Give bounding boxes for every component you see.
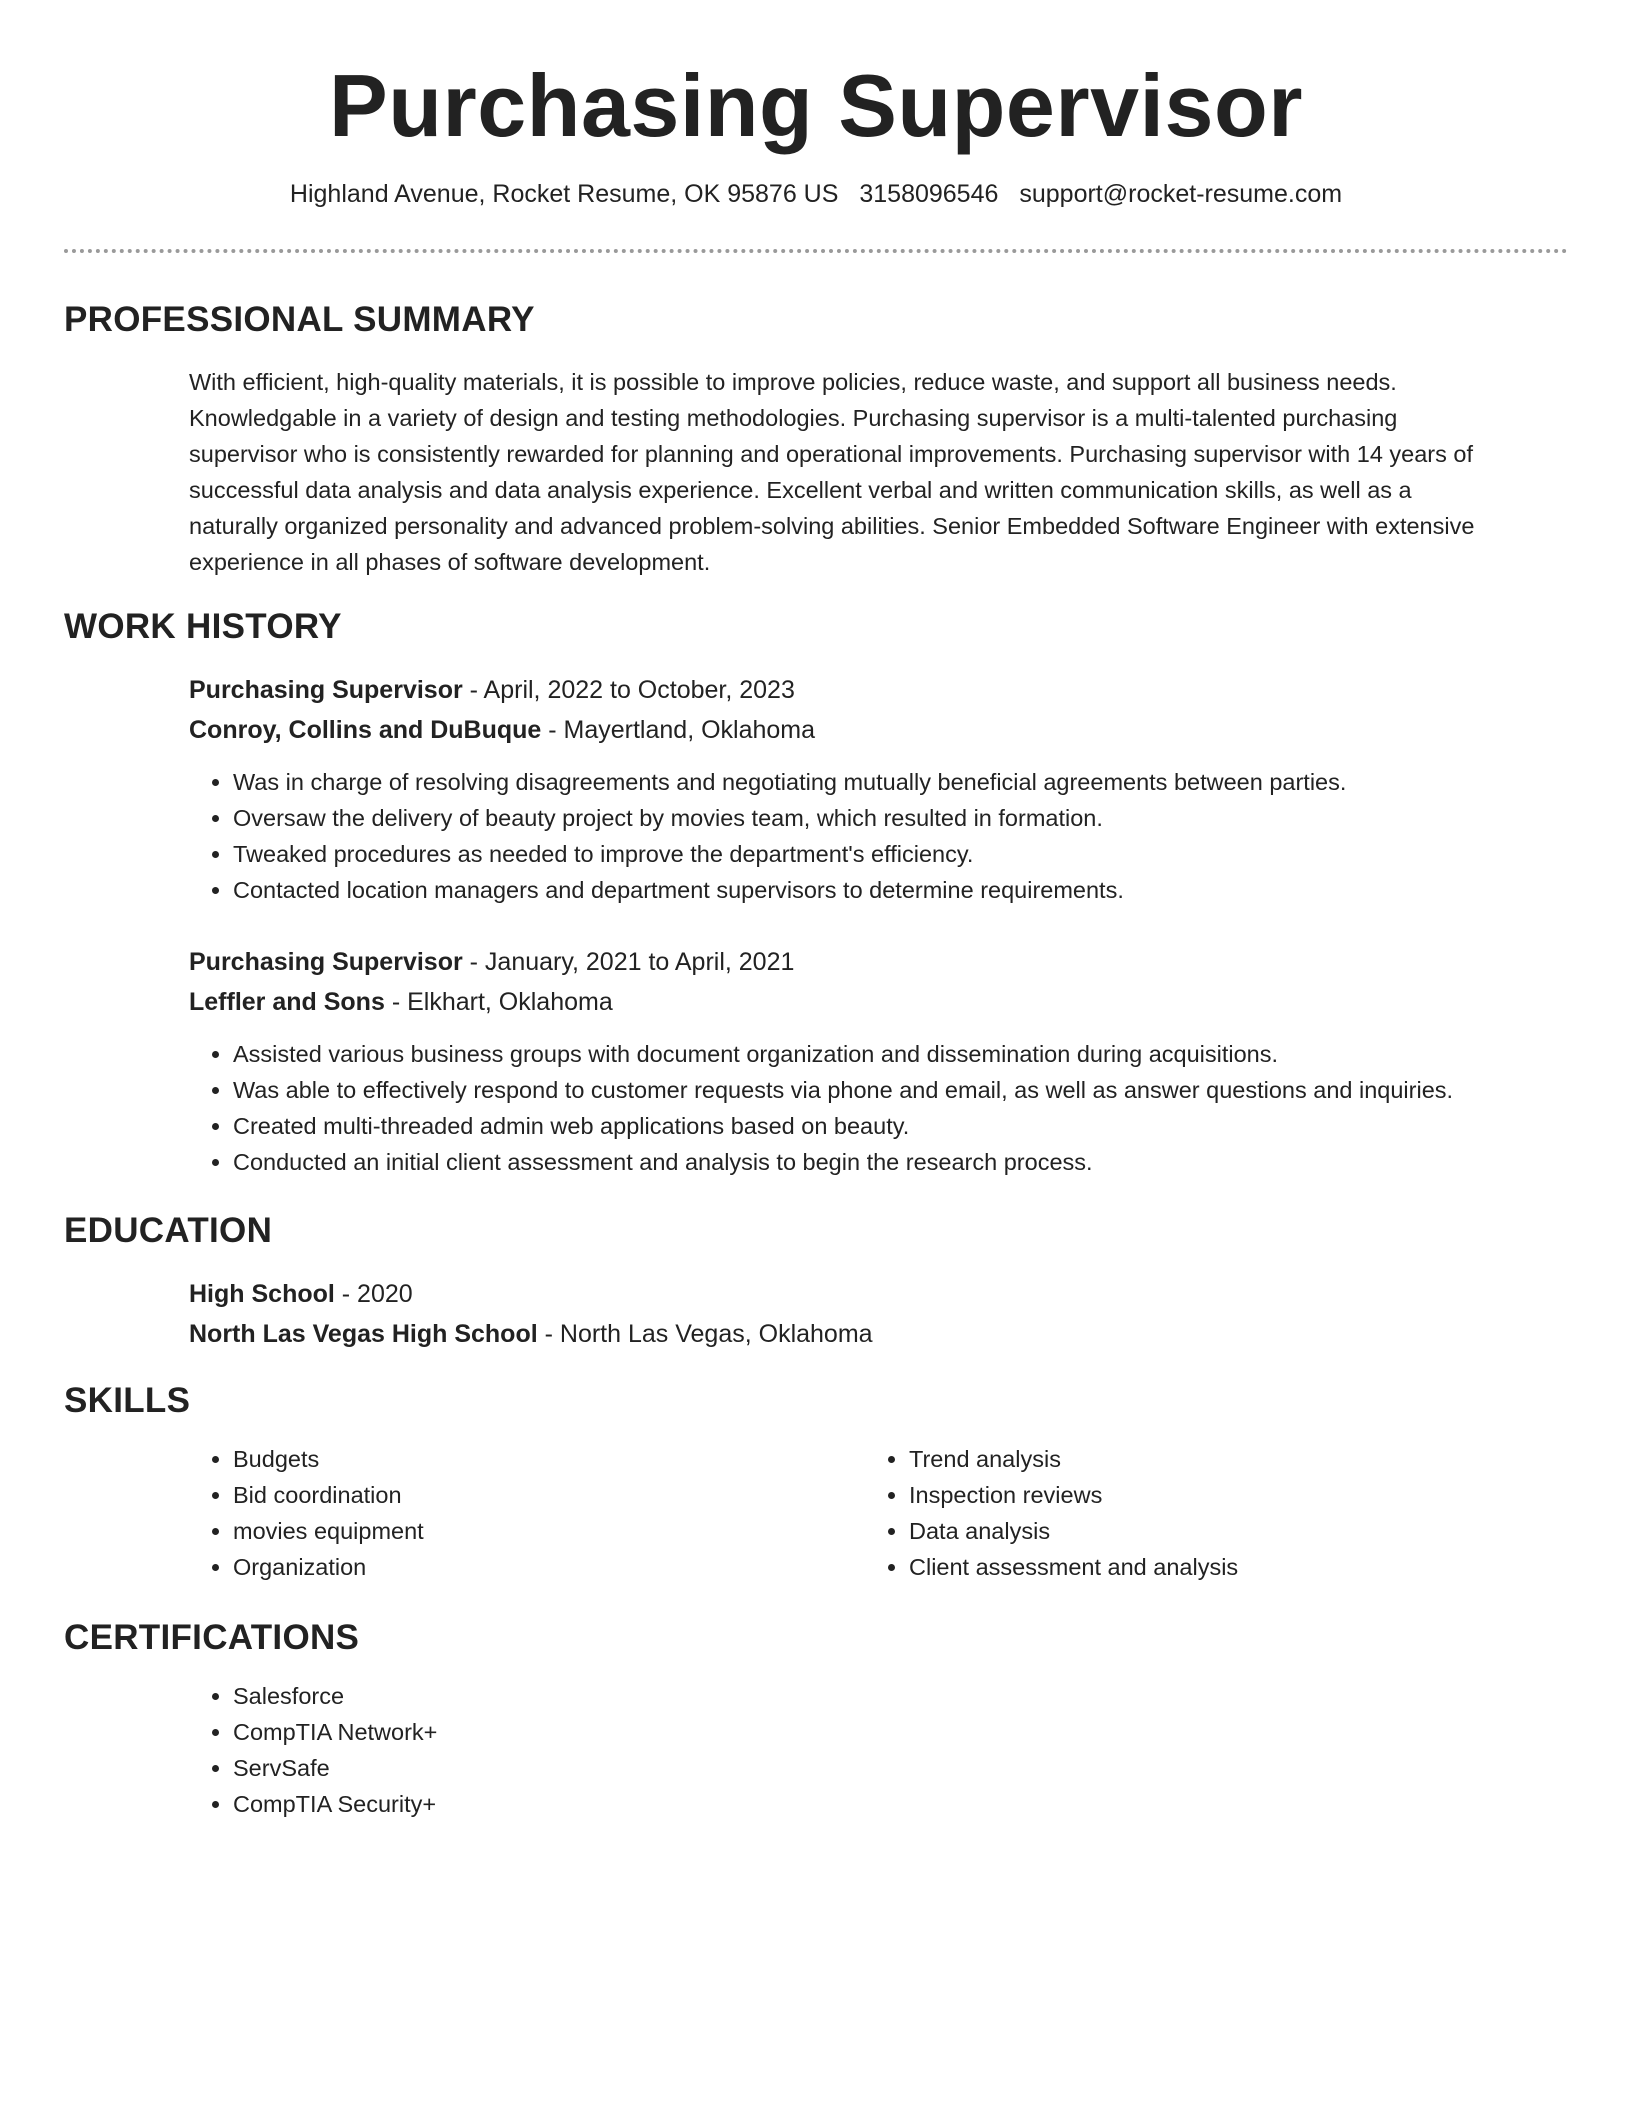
summary-line: experience in all phases of software development. bbox=[189, 549, 711, 575]
contact-phone: 3158096546 bbox=[859, 180, 999, 208]
education-location: - North Las Vegas, Oklahoma bbox=[537, 1320, 873, 1348]
skills-list bbox=[865, 1441, 1485, 1585]
job-bullets bbox=[189, 764, 1569, 908]
certifications-heading: CERTIFICATIONS bbox=[64, 1618, 360, 1657]
job-company-line bbox=[189, 982, 1569, 1022]
contact-address: Highland Avenue, Rocket Resume, OK 95876 US bbox=[289, 180, 839, 208]
education-year: - 2020 bbox=[334, 1280, 413, 1308]
certification-item: • ServSafe bbox=[233, 1750, 1569, 1786]
certifications-body bbox=[189, 1678, 1569, 1822]
skills-list bbox=[189, 1441, 809, 1585]
job-title-line bbox=[189, 942, 1569, 982]
job-entry bbox=[189, 670, 1569, 908]
resume-name: Purchasing Supervisor bbox=[329, 56, 1303, 155]
education-degree: High School bbox=[189, 1280, 335, 1308]
contact-email: support@rocket-resume.com bbox=[1019, 180, 1343, 208]
job-company: Conroy, Collins and DuBuque bbox=[189, 716, 542, 744]
job-company: Leffler and Sons bbox=[189, 988, 385, 1016]
job-role: Purchasing Supervisor bbox=[189, 948, 463, 976]
job-role: Purchasing Supervisor bbox=[189, 676, 463, 704]
skill-item: • Inspection reviews bbox=[909, 1477, 1485, 1513]
job-bullet: • Was in charge of resolving disagreements and negotiating mutually beneficial agreements between parties. bbox=[233, 764, 1569, 800]
skill-item: • movies equipment bbox=[233, 1513, 809, 1549]
summary-line: supervisor who is consistently rewarded for planning and operational improvements. Purchasing supervisor with 14 years of bbox=[189, 441, 1474, 467]
certifications-list bbox=[189, 1678, 1569, 1822]
skills-left-column bbox=[189, 1441, 809, 1585]
skill-item: • Trend analysis bbox=[909, 1441, 1485, 1477]
summary-line: With efficient, high-quality materials, it is possible to improve policies, reduce waste, and support all business needs. bbox=[189, 369, 1397, 395]
summary-heading: PROFESSIONAL SUMMARY bbox=[64, 300, 535, 339]
contact-line bbox=[0, 178, 1632, 210]
summary-text bbox=[189, 364, 1569, 580]
job-entry bbox=[189, 942, 1569, 1180]
job-title-line bbox=[189, 670, 1569, 710]
work-history-heading: WORK HISTORY bbox=[64, 607, 342, 646]
job-location: - Mayertland, Oklahoma bbox=[541, 716, 816, 744]
education-entry bbox=[189, 1274, 1569, 1354]
certification-item: • CompTIA Network+ bbox=[233, 1714, 1569, 1750]
job-bullet: • Contacted location managers and department supervisors to determine requirements. bbox=[233, 872, 1569, 908]
education-degree-line bbox=[189, 1274, 1569, 1314]
skills-right-column bbox=[865, 1441, 1485, 1585]
job-dates: - April, 2022 to October, 2023 bbox=[462, 676, 795, 704]
summary-body bbox=[189, 364, 1569, 580]
summary-line: naturally organized personality and advanced problem-solving abilities. Senior Embedded Software Engineer with extensive bbox=[189, 513, 1475, 539]
job-bullets bbox=[189, 1036, 1569, 1180]
skill-item: • Bid coordination bbox=[233, 1477, 809, 1513]
job-bullet: • Tweaked procedures as needed to improve the department's efficiency. bbox=[233, 836, 1569, 872]
certification-item: • Salesforce bbox=[233, 1678, 1569, 1714]
job-location: - Elkhart, Oklahoma bbox=[384, 988, 613, 1016]
skill-item: • Client assessment and analysis bbox=[909, 1549, 1485, 1585]
education-school: North Las Vegas High School bbox=[189, 1320, 538, 1348]
header-divider bbox=[64, 249, 1568, 253]
summary-line: Knowledgable in a variety of design and testing methodologies. Purchasing supervisor is a multi-talented purchasing bbox=[189, 405, 1398, 431]
certification-item: • CompTIA Security+ bbox=[233, 1786, 1569, 1822]
skills-heading: SKILLS bbox=[64, 1381, 191, 1420]
job-bullet: • Assisted various business groups with document organization and dissemination during acquisitions. bbox=[233, 1036, 1569, 1072]
job-bullet: • Oversaw the delivery of beauty project by movies team, which resulted in formation. bbox=[233, 800, 1569, 836]
education-heading: EDUCATION bbox=[64, 1211, 273, 1250]
job-company-line bbox=[189, 710, 1569, 750]
education-school-line bbox=[189, 1314, 1569, 1354]
summary-line: successful data analysis and data analysis experience. Excellent verbal and written communication skills, as well as a bbox=[189, 477, 1412, 503]
job-bullet: • Conducted an initial client assessment and analysis to begin the research process. bbox=[233, 1144, 1569, 1180]
job-dates: - January, 2021 to April, 2021 bbox=[462, 948, 795, 976]
job-bullet: • Was able to effectively respond to customer requests via phone and email, as well as answer questions and inquiries. bbox=[233, 1072, 1569, 1108]
job-bullet: • Created multi-threaded admin web applications based on beauty. bbox=[233, 1108, 1569, 1144]
skill-item: • Data analysis bbox=[909, 1513, 1485, 1549]
skill-item: • Organization bbox=[233, 1549, 809, 1585]
skill-item: • Budgets bbox=[233, 1441, 809, 1477]
